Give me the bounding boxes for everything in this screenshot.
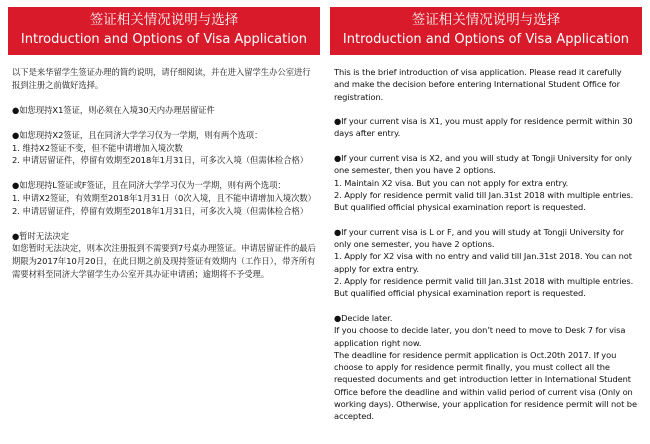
header-title-en: Introduction and Options of Visa Application bbox=[20, 32, 308, 47]
x2-option-1: 1. 维持X2签证不变，但不能申请增加入境次数 bbox=[12, 142, 183, 153]
lf-heading: ●如您现持L签证或F签证，且在同济大学学习仅为一学期，则有两个选项： bbox=[12, 180, 286, 191]
english-panel bbox=[330, 7, 642, 444]
x2-option-2: 2. 申请居留证件，停留有效期至2018年1月31日，可多次入境（但需体检合格） bbox=[12, 155, 309, 166]
intro-paragraph: This is the brief introduction of visa application. Please read it carefully and make the decision before entering International Student Office for registration. bbox=[334, 67, 622, 102]
lf-option-1: 1. Apply for X2 visa with no entry and valid till Jan.31st 2018. You can not apply for extra entry. bbox=[334, 251, 632, 274]
chinese-panel-header bbox=[8, 7, 320, 55]
x2-option-1: 1. Maintain X2 visa. But you can not apply for extra entry. bbox=[334, 177, 569, 188]
later-body-2: The deadline for residence permit application is Oct.20th 2017. If you choose to apply for residence permit finally, you must collect all the requested documents and get introduction letter in International Student Office before the deadline and within valid period of current visa (Only on working days). Otherwise, your application for residence permit will not be accepted. bbox=[334, 349, 637, 422]
later-heading: ●Decide later. bbox=[334, 312, 393, 323]
x2-option-2: 2. Apply for residence permit valid till Jan.31st 2018 with multiple entries. But qualified official physical examination report is requested. bbox=[334, 189, 634, 213]
lf-option-2: 2. 申请居留证件，停留有效期至2018年1月31日，可多次入境（但需体检合格） bbox=[12, 205, 309, 216]
later-section bbox=[12, 230, 316, 280]
later-section bbox=[334, 312, 638, 423]
later-body: 如您暂时无法决定，则本次注册报到不需要到7号桌办理签证。申请居留证件的最后期限为2017年10月20日，在此日期之前及现持签证有效期内（工作日），带齐所有需要材料至同济大学留学生办公室开具办证申请函；逾期将不予受理。 bbox=[12, 243, 316, 279]
chinese-panel bbox=[8, 7, 320, 444]
english-panel-header bbox=[330, 7, 642, 55]
x2-heading: ●If your current visa is X2, and you will study at Tongji University for only one semester, then you have 2 options. bbox=[334, 153, 632, 176]
chinese-panel-body bbox=[8, 55, 320, 280]
header-title-cn: 签证相关情况说明与选择 bbox=[89, 12, 239, 28]
later-heading: ●暂时无法决定 bbox=[12, 230, 69, 241]
lf-option-1: 1. 申请X2签证，有效期至2018年1月31日（0次入境，且不能申请增加入境次数） bbox=[12, 192, 316, 203]
lf-section bbox=[12, 179, 316, 217]
x2-section bbox=[12, 129, 316, 167]
english-panel-body bbox=[330, 55, 642, 423]
x2-section bbox=[334, 152, 638, 213]
x2-heading: ●如您现持X2签证，且在同济大学学习仅为一学期，则有两个选项： bbox=[12, 129, 263, 140]
x1-paragraph: ●If your current visa is X1, you must apply for residence permit within 30 days after entry. bbox=[334, 116, 633, 139]
header-title-cn: 签证相关情况说明与选择 bbox=[411, 12, 561, 28]
lf-heading: ●If your current visa is L or F, and you will study at Tongji University for only one semester, you have 2 options. bbox=[334, 226, 624, 250]
x1-paragraph: ●如您现持X1签证，则必须在入境30天内办理居留证件 bbox=[12, 104, 215, 115]
lf-option-2: 2. Apply for residence permit valid till Jan.31st 2018 with multiple entries. But qualified official physical examination report is requested. bbox=[334, 276, 634, 299]
intro-paragraph: 以下是来华留学生签证办理的简约说明，请仔细阅读，并在进入留学生办公室进行报到注册之前做好选择。 bbox=[12, 67, 311, 90]
header-title-en: Introduction and Options of Visa Application bbox=[342, 32, 630, 47]
later-body-1: If you choose to decide later, you don’t need to move to Desk 7 for visa application right now. bbox=[334, 325, 626, 348]
lf-section bbox=[334, 226, 638, 300]
